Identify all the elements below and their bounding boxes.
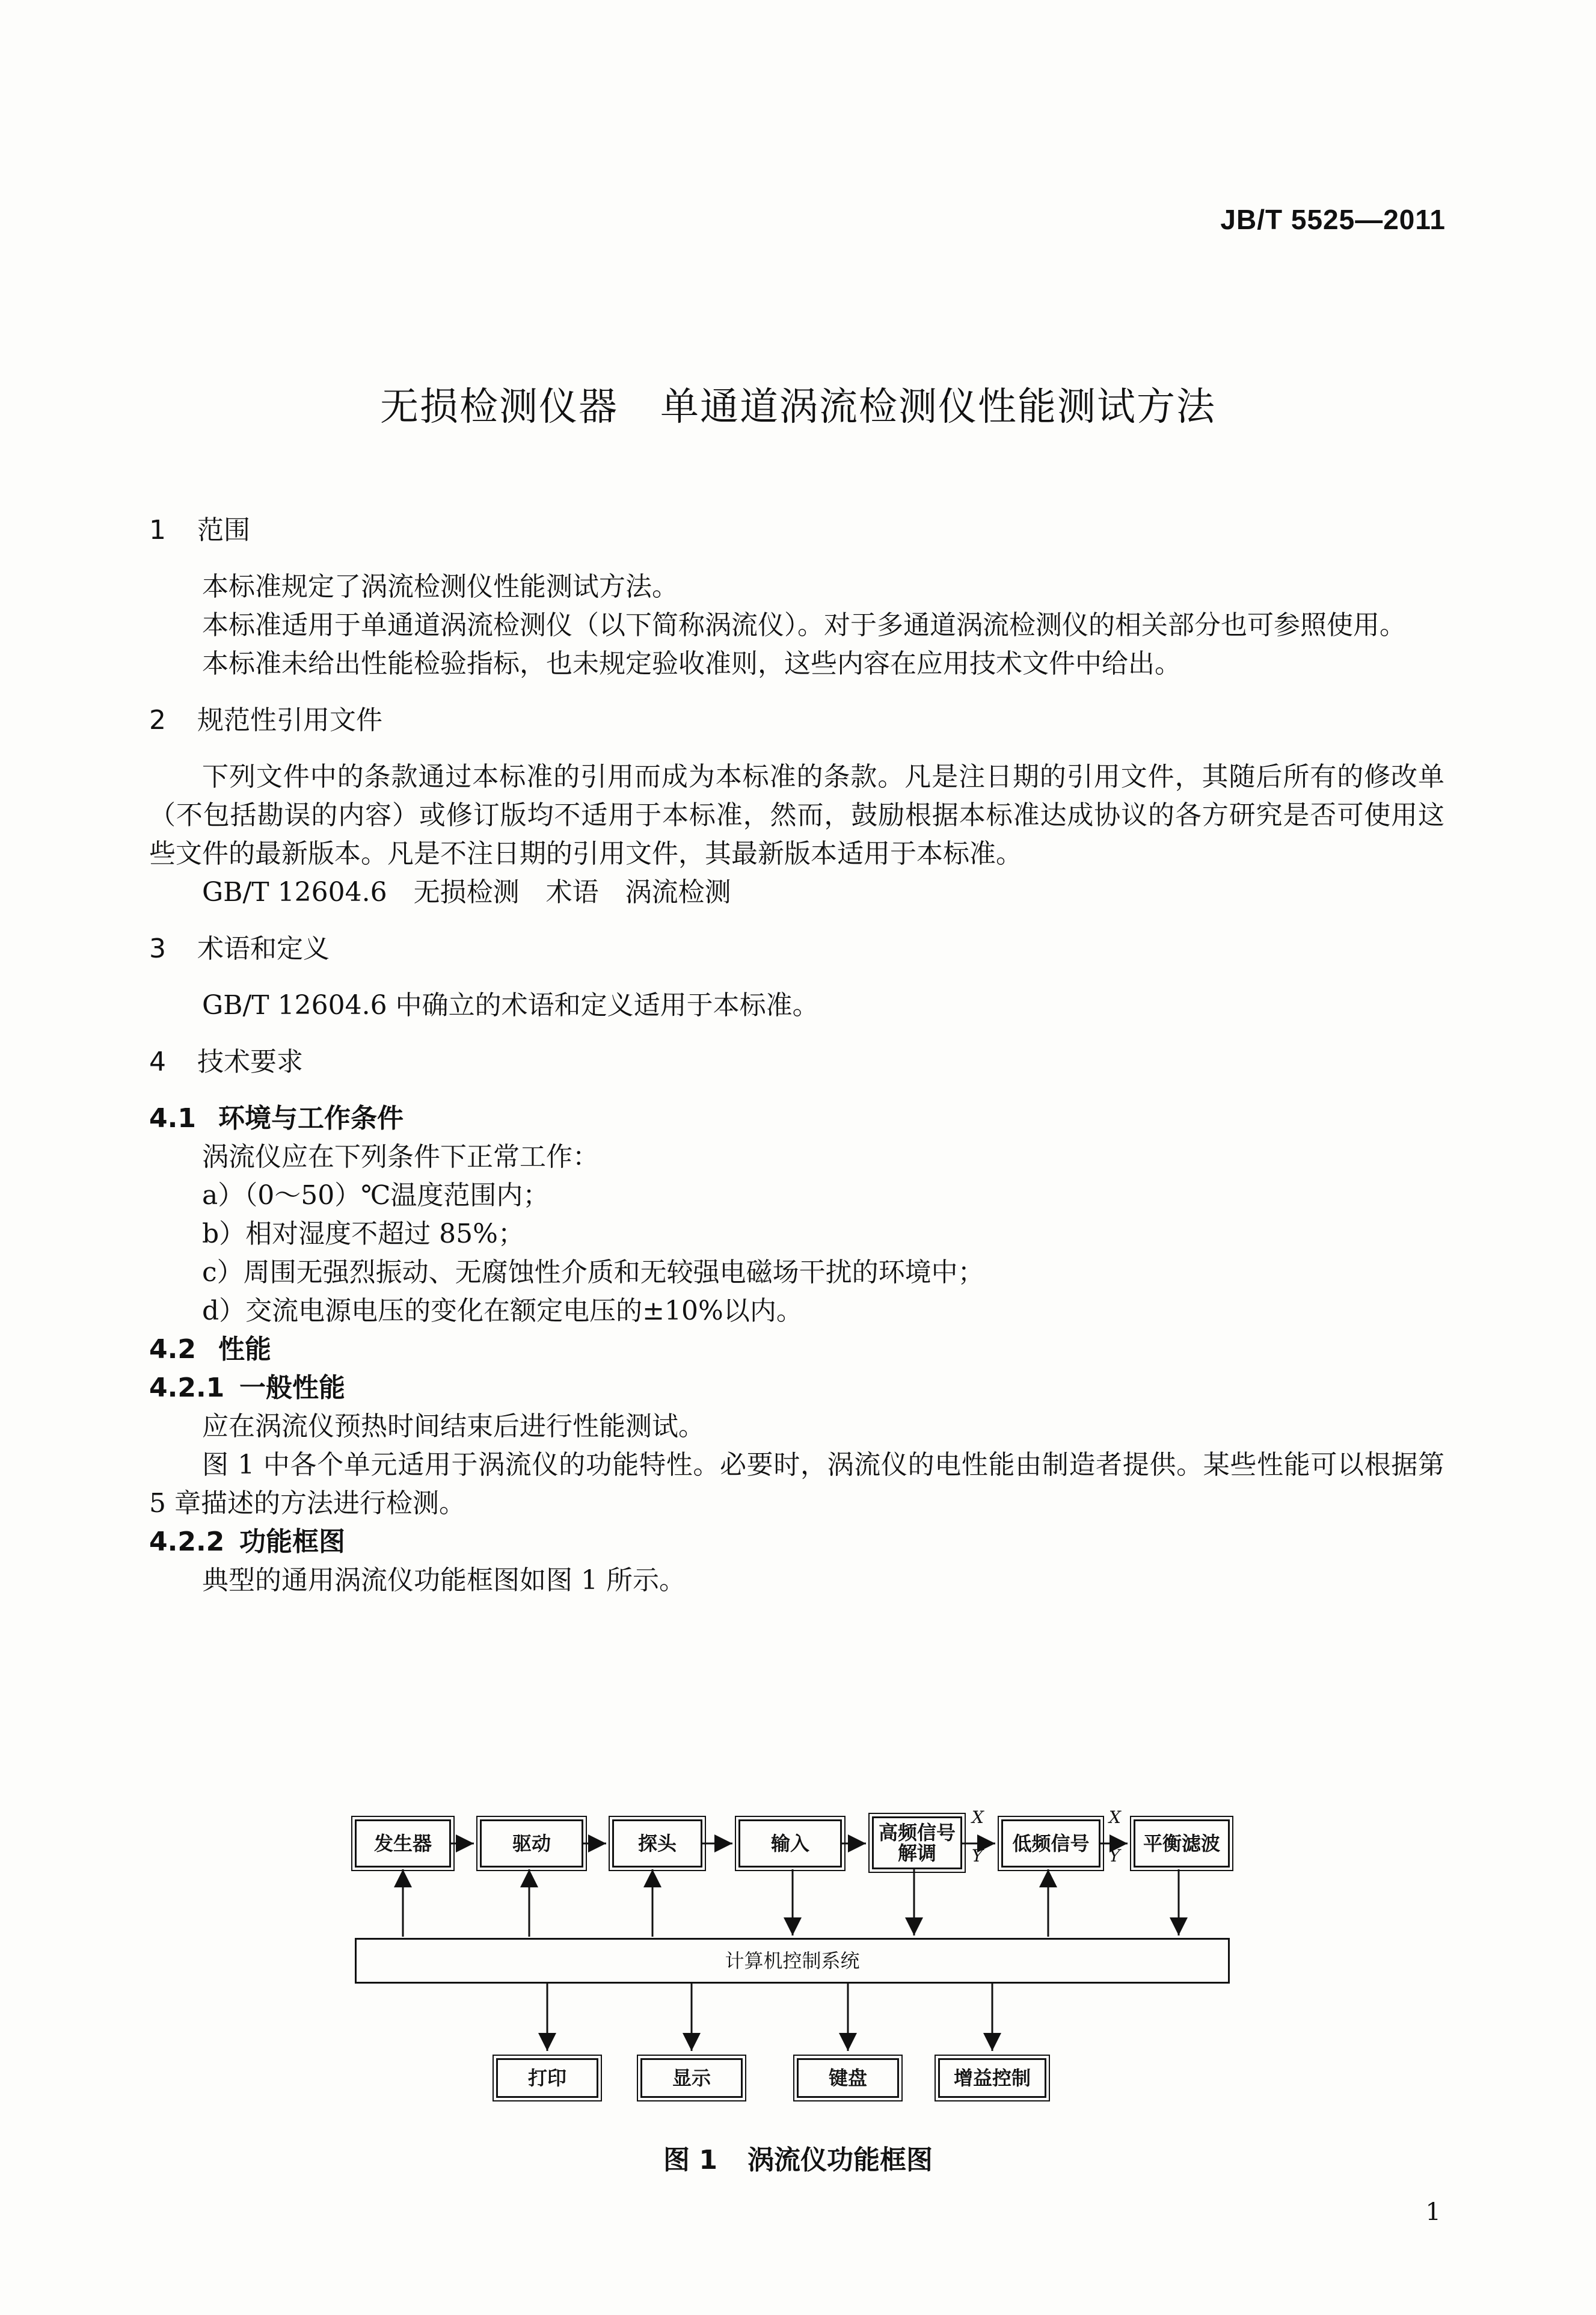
section-4-1-heading: 4.1 环境与工作条件 <box>149 1103 404 1134</box>
demod-label: 解调 <box>897 1842 936 1865</box>
condition-item: a）（0～50）℃温度范围内； <box>202 1180 550 1211</box>
print-box: 打印 <box>496 2058 598 2098</box>
section-4-2-2-para-1: 典型的通用涡流仪功能框图如图 1 所示。 <box>202 1565 686 1596</box>
section-4-2-1-para-1: 应在涡流仪预热时间结束后进行性能测试。 <box>202 1411 705 1442</box>
input-box: 输入 <box>738 1819 842 1868</box>
section-2-reference: GB/T 12604.6 无损检测 术语 涡流检测 <box>202 877 731 908</box>
section-4-2-1-para-2: 图 1 中各个单元适用于涡流仪的功能特性。必要时，涡流仪的电性能由制造者提供。某些性能可以根据第 5 章描述的方法进行检测。 <box>149 1450 1444 1519</box>
page-number: 1 <box>1425 2198 1441 2226</box>
gain-control-box: 增益控制 <box>938 2058 1046 2098</box>
section-4-heading: 4 技术要求 <box>149 1047 303 1077</box>
condition-item: c）周围无强烈振动、无腐蚀性介质和无较强电磁场干扰的环境中； <box>202 1257 984 1288</box>
document-title <box>0 376 1596 431</box>
lf-signal-box: 低频信号 <box>1001 1819 1100 1868</box>
y-label-1: Y <box>972 1846 983 1866</box>
section-4-1-intro: 涡流仪应在下列条件下正常工作： <box>202 1142 599 1172</box>
section-1-para-1: 本标准规定了涡流检测仪性能测试方法。 <box>202 571 678 602</box>
display-box: 显示 <box>640 2058 743 2098</box>
balance-filter-box: 平衡滤波 <box>1134 1819 1230 1868</box>
section-4-2-1-heading: 4.2.1 一般性能 <box>149 1373 345 1403</box>
section-2-heading: 2 规范性引用文件 <box>149 705 382 736</box>
section-4-2-2-heading: 4.2.2 功能框图 <box>149 1526 345 1557</box>
x-label-1: X <box>972 1807 984 1827</box>
probe-box: 探头 <box>612 1819 702 1868</box>
figure-title: 涡流仪功能框图 <box>747 2145 933 2175</box>
document-body <box>149 511 1444 1600</box>
title-part-2: 单通道涡流检测仪性能测试方法 <box>660 385 1216 429</box>
section-3-heading: 3 术语和定义 <box>149 933 330 964</box>
computer-control-system: 计算机控制系统 <box>355 1938 1230 1984</box>
hf-demod-box <box>872 1816 962 1869</box>
figure-caption <box>0 2138 1596 2177</box>
driver-box: 驱动 <box>480 1819 583 1868</box>
condition-item: d）交流电源电压的变化在额定电压的±10%以内。 <box>202 1296 803 1326</box>
generator-box: 发生器 <box>355 1819 451 1868</box>
standard-id: JB/T 5525—2011 <box>1220 204 1446 235</box>
section-1-heading: 1 范围 <box>149 515 250 546</box>
title-part-1: 无损检测仪器 <box>380 385 618 429</box>
hf-signal-label: 高频信号 <box>878 1821 956 1844</box>
y-label-2: Y <box>1109 1846 1120 1866</box>
x-label-2: X <box>1109 1807 1121 1827</box>
function-block-diagram <box>337 1798 1239 2111</box>
section-4-2-heading: 4.2 性能 <box>149 1334 271 1365</box>
section-3-para-1: GB/T 12604.6 中确立的术语和定义适用于本标准。 <box>202 990 819 1021</box>
figure-label: 图 1 <box>663 2145 717 2175</box>
section-1-para-3: 本标准未给出性能检验指标，也未规定验收准则，这些内容在应用技术文件中给出。 <box>202 648 1181 679</box>
keyboard-box: 键盘 <box>797 2058 899 2098</box>
condition-item: b）相对湿度不超过 85%； <box>202 1219 524 1249</box>
section-2-para-1: 下列文件中的条款通过本标准的引用而成为本标准的条款。凡是注日期的引用文件，其随后所有的修改单（不包括勘误的内容）或修订版均不适用于本标准，然而，鼓励根据本标准达成协议的各方研究是否可使用这些文件的最新版本。凡是不注日期的引用文件，其最新版本适用于本标准。 <box>149 761 1444 869</box>
section-1-para-2: 本标准适用于单通道涡流检测仪（以下简称涡流仪）。对于多通道涡流检测仪的相关部分也可参照使用。 <box>202 610 1406 641</box>
